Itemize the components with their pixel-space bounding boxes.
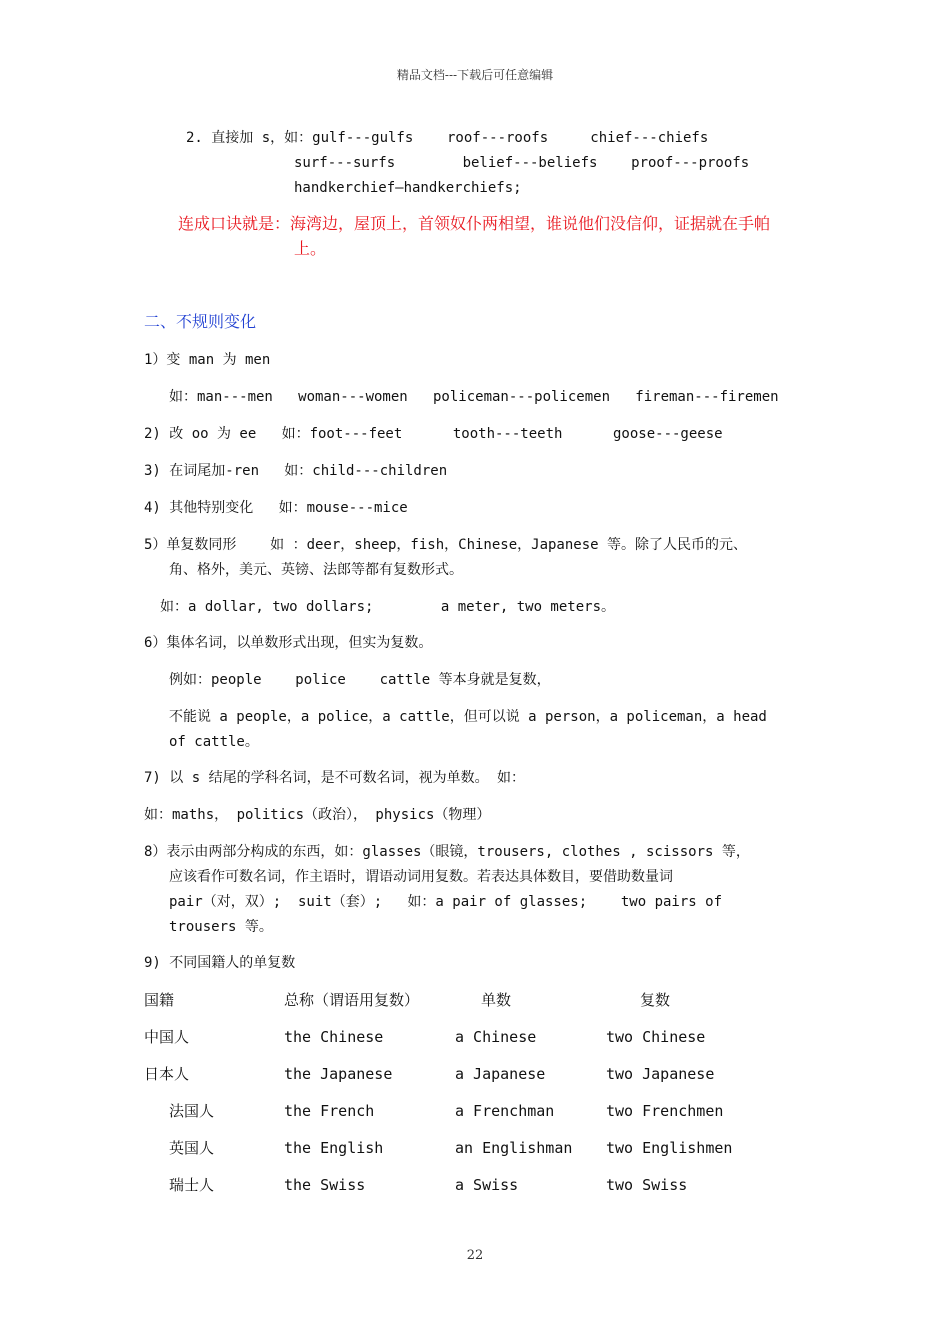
table-cell: the English bbox=[284, 1139, 384, 1157]
table-cell: 瑞士人 bbox=[169, 1176, 215, 1194]
mnemonic-line2: 上。 bbox=[294, 239, 327, 258]
list-item: trousers 等。 bbox=[169, 919, 273, 935]
list-item: of cattle。 bbox=[169, 734, 259, 750]
table-cell: 法国人 bbox=[169, 1102, 215, 1120]
list-item: 6）集体名词，以单数形式出现，但实为复数。 bbox=[144, 635, 433, 651]
page-number: 22 bbox=[466, 1248, 484, 1263]
table-cell: two Englishmen bbox=[606, 1139, 733, 1157]
list-item: 9) 不同国籍人的单复数 bbox=[144, 955, 296, 971]
table-cell: the Chinese bbox=[284, 1028, 384, 1046]
table-header-cell: 复数 bbox=[640, 991, 671, 1009]
list-item: 不能说 a people，a police，a cattle，但可以说 a person，a policeman，a head bbox=[169, 709, 767, 725]
list-item: 3) 在词尾加-ren 如：child---children bbox=[144, 463, 448, 479]
list-item: 7) 以 s 结尾的学科名词，是不可数名词，视为单数。 如： bbox=[144, 770, 525, 786]
table-header-cell: 总称（谓语用复数） bbox=[284, 991, 420, 1009]
list-item: 如：man---men woman---women policeman---policemen fireman---firemen bbox=[169, 389, 779, 405]
table-cell: the French bbox=[284, 1102, 375, 1120]
table-cell: a Frenchman bbox=[455, 1102, 555, 1120]
mnemonic-line1: 连成口诀就是：海湾边，屋顶上，首领奴仆两相望，谁说他们没信仰，证据就在手帕 bbox=[178, 214, 771, 233]
section-heading: 二、不规则变化 bbox=[144, 312, 257, 331]
list-item: 如：a dollar, two dollars; a meter, two meters。 bbox=[160, 599, 616, 615]
rule2-line2: surf---surfs belief---beliefs proof---proofs bbox=[294, 155, 750, 171]
table-cell: 日本人 bbox=[144, 1065, 190, 1083]
list-item: 角、格外，美元、英镑、法郎等都有复数形式。 bbox=[169, 562, 463, 578]
table-cell: the Japanese bbox=[284, 1065, 393, 1083]
list-item: 例如：people police cattle 等本身就是复数， bbox=[169, 672, 551, 688]
list-item: pair（对，双）; suit（套）; 如：a pair of glasses; two pairs of bbox=[169, 894, 723, 910]
table-cell: a Japanese bbox=[455, 1065, 546, 1083]
list-item: 5）单复数同形 如 ：deer，sheep，fish，Chinese，Japanese 等。除了人民币的元、 bbox=[144, 537, 748, 553]
list-item: 2) 改 oo 为 ee 如：foot---feet tooth---teeth goose---geese bbox=[144, 426, 723, 442]
table-cell: a Swiss bbox=[455, 1176, 519, 1194]
table-header-cell: 国籍 bbox=[144, 991, 175, 1009]
table-cell: two Swiss bbox=[606, 1176, 688, 1194]
list-item: 1）变 man 为 men bbox=[144, 352, 271, 368]
list-item: 应该看作可数名词，作主语时，谓语动词用复数。若表达具体数目，要借助数量词 bbox=[169, 869, 673, 885]
table-header-cell: 单数 bbox=[481, 991, 512, 1009]
list-item: 如：maths， politics（政治）， physics（物理） bbox=[144, 807, 491, 823]
rule2-line1: 2. 直接加 s，如：gulf---gulfs roof---roofs chief---chiefs bbox=[186, 130, 709, 146]
table-cell: the Swiss bbox=[284, 1176, 366, 1194]
table-cell: two Frenchmen bbox=[606, 1102, 724, 1120]
table-cell: an Englishman bbox=[455, 1139, 573, 1157]
table-cell: a Chinese bbox=[455, 1028, 537, 1046]
list-item: 4) 其他特别变化 如：mouse---mice bbox=[144, 500, 408, 516]
rule2-line3: handkerchief—handkerchiefs; bbox=[294, 180, 522, 196]
table-cell: 英国人 bbox=[169, 1139, 215, 1157]
table-cell: two Chinese bbox=[606, 1028, 706, 1046]
page-header: 精品文档---下载后可任意编辑 bbox=[396, 68, 554, 82]
list-item: 8）表示由两部分构成的东西，如：glasses（眼镜，trousers, clothes , scissors 等， bbox=[144, 844, 750, 860]
table-cell: two Japanese bbox=[606, 1065, 715, 1083]
table-cell: 中国人 bbox=[144, 1028, 190, 1046]
